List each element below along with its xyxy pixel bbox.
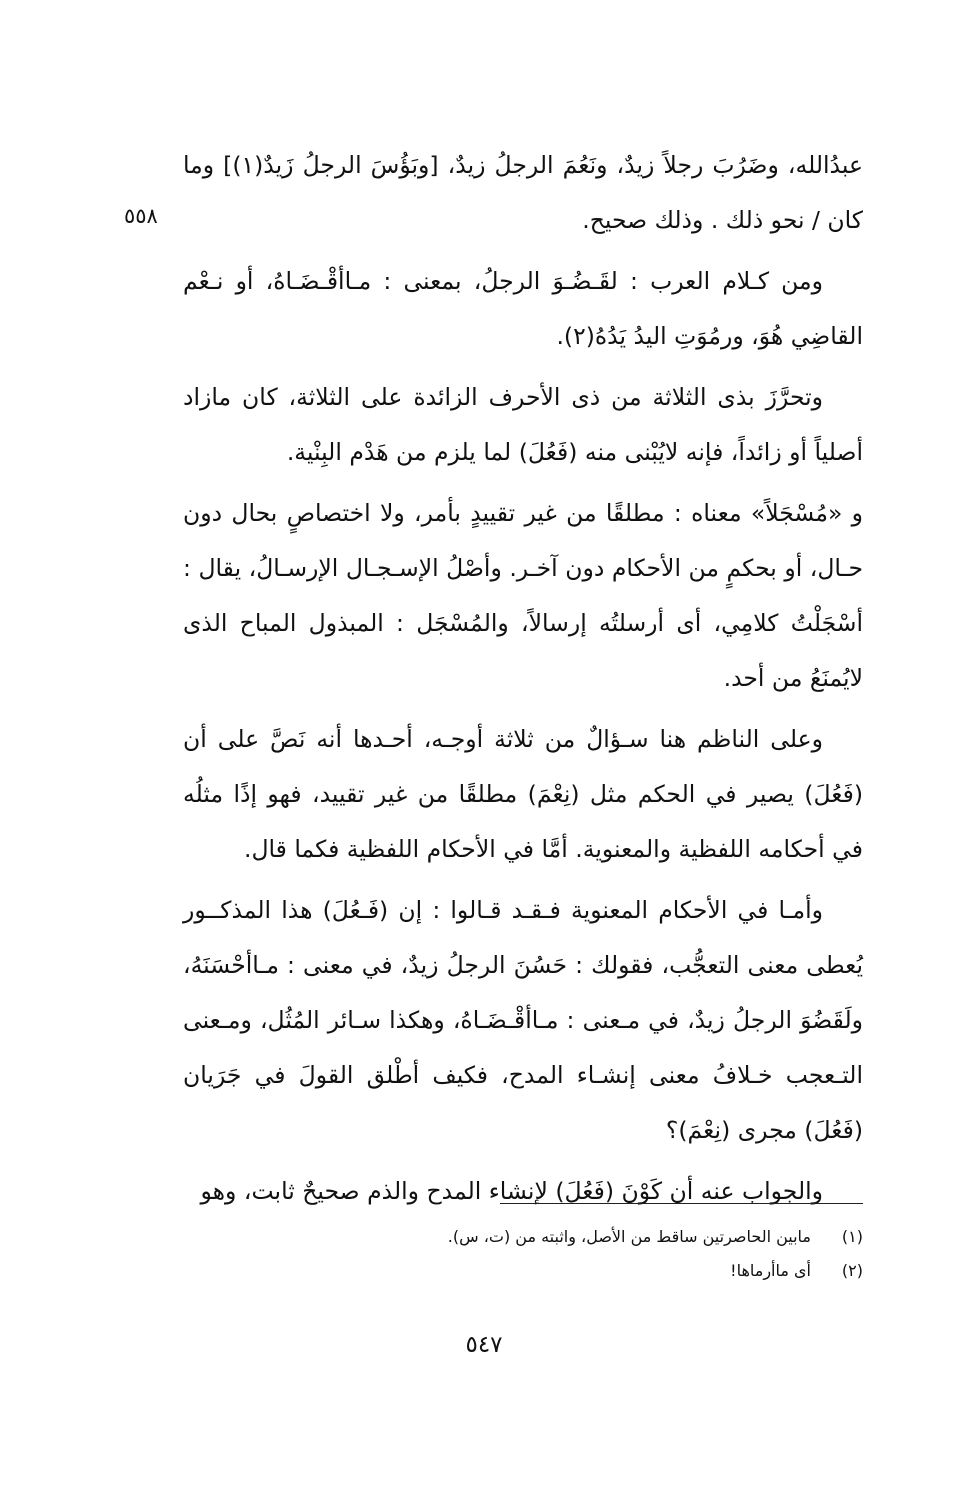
footnotes <box>183 1220 863 1288</box>
footnote-2 <box>183 1254 863 1288</box>
footnote-text: أى ماأرماها! <box>730 1261 811 1280</box>
paragraph-1: عبدُالله، وضَرُبَ رجلاً زيدٌ، ونَعُمَ الرجلُ زيدٌ، [وبَؤُسَ الرجلُ زَيدٌ(١)] وما كان / نحو ذلك . وذلك صحيح. <box>183 151 863 234</box>
page-number: ٥٤٧ <box>465 1332 503 1358</box>
main-text <box>183 138 863 1225</box>
paragraph-3: وتحرَّزَ بذى الثلاثة من ذى الأحرف الزائدة على الثلاثة، كان مازاد أصلياً أو زائداً، فإنه لايُبْنى منه (فَعُلَ) لما يلزم من هَدْم البِنْية. <box>183 383 863 466</box>
paragraph-6: وأمـا في الأحكام المعنوية فـقـد قـالوا : إن (فَـعُلَ) هذا المذكــور يُعطى معنى التعجُّب، فقولك : حَسُنَ الرجلُ زيدٌ، في معنى : مـاأحْسَنَهُ، ولَقَضُوَ الرجلُ زيدٌ، في مـعنى : مـاأقْـضَـاهُ، وهكذا سـائر المُثُل، ومـعنى التـعجب خـلافُ معنى إنشـاء المدح، فكيف أطْلق القولَ في جَرَيان (فَعُلَ) مجرى (نِعْمَ)؟ <box>183 896 863 1144</box>
paragraph-2: ومن كـلام العرب : لقَـضُـوَ الرجلُ، بمعنى : مـاأقْـضَـاهُ، أو نـعْم القاضِي هُوَ، ورمُوَتِ اليدُ يَدُهُ(٢). <box>183 267 863 350</box>
footnote-divider <box>500 1203 863 1204</box>
footnote-number: (١) <box>841 1227 863 1246</box>
footnote-text: مابين الحاصرتين ساقط من الأصل، واثبته من (ت، س). <box>447 1227 811 1246</box>
footnote-number: (٢) <box>841 1261 863 1280</box>
paragraph-7: والجواب عنه أن كَوْنَ (فَعُلَ) لإنشاء المدح والذم صحيحٌ ثابت، وهو <box>200 1177 823 1205</box>
paragraph-5: وعلى الناظم هنا سـؤالٌ من ثلاثة أوجـه، أحـدها أنه نَصَّ على أن (فَعُلَ) يصير في الحكم مثل (نِعْمَ) مطلقًا من غير تقييد، فهو إذًا مثلُه في أحكامه اللفظية والمعنوية. أمَّا في الأحكام اللفظية فكما قال. <box>183 725 863 863</box>
footnote-1 <box>183 1220 863 1254</box>
margin-page-number: ٥٥٨ <box>124 204 158 228</box>
paragraph-4: و «مُسْجَلاً» معناه : مطلقًا من غير تقييدٍ بأمر، ولا اختصاصٍ بحال دون حـال، أو بحكمٍ من الأحكام دون آخـر. وأصْلُ الإسـجـال الإرسـالُ، يقال : أسْجَلْتُ كلامِي، أى أرسلتُه إرسالاً، والمُسْجَل : المبذول المباح الذى لايُمنَعُ من أحد. <box>183 499 863 692</box>
